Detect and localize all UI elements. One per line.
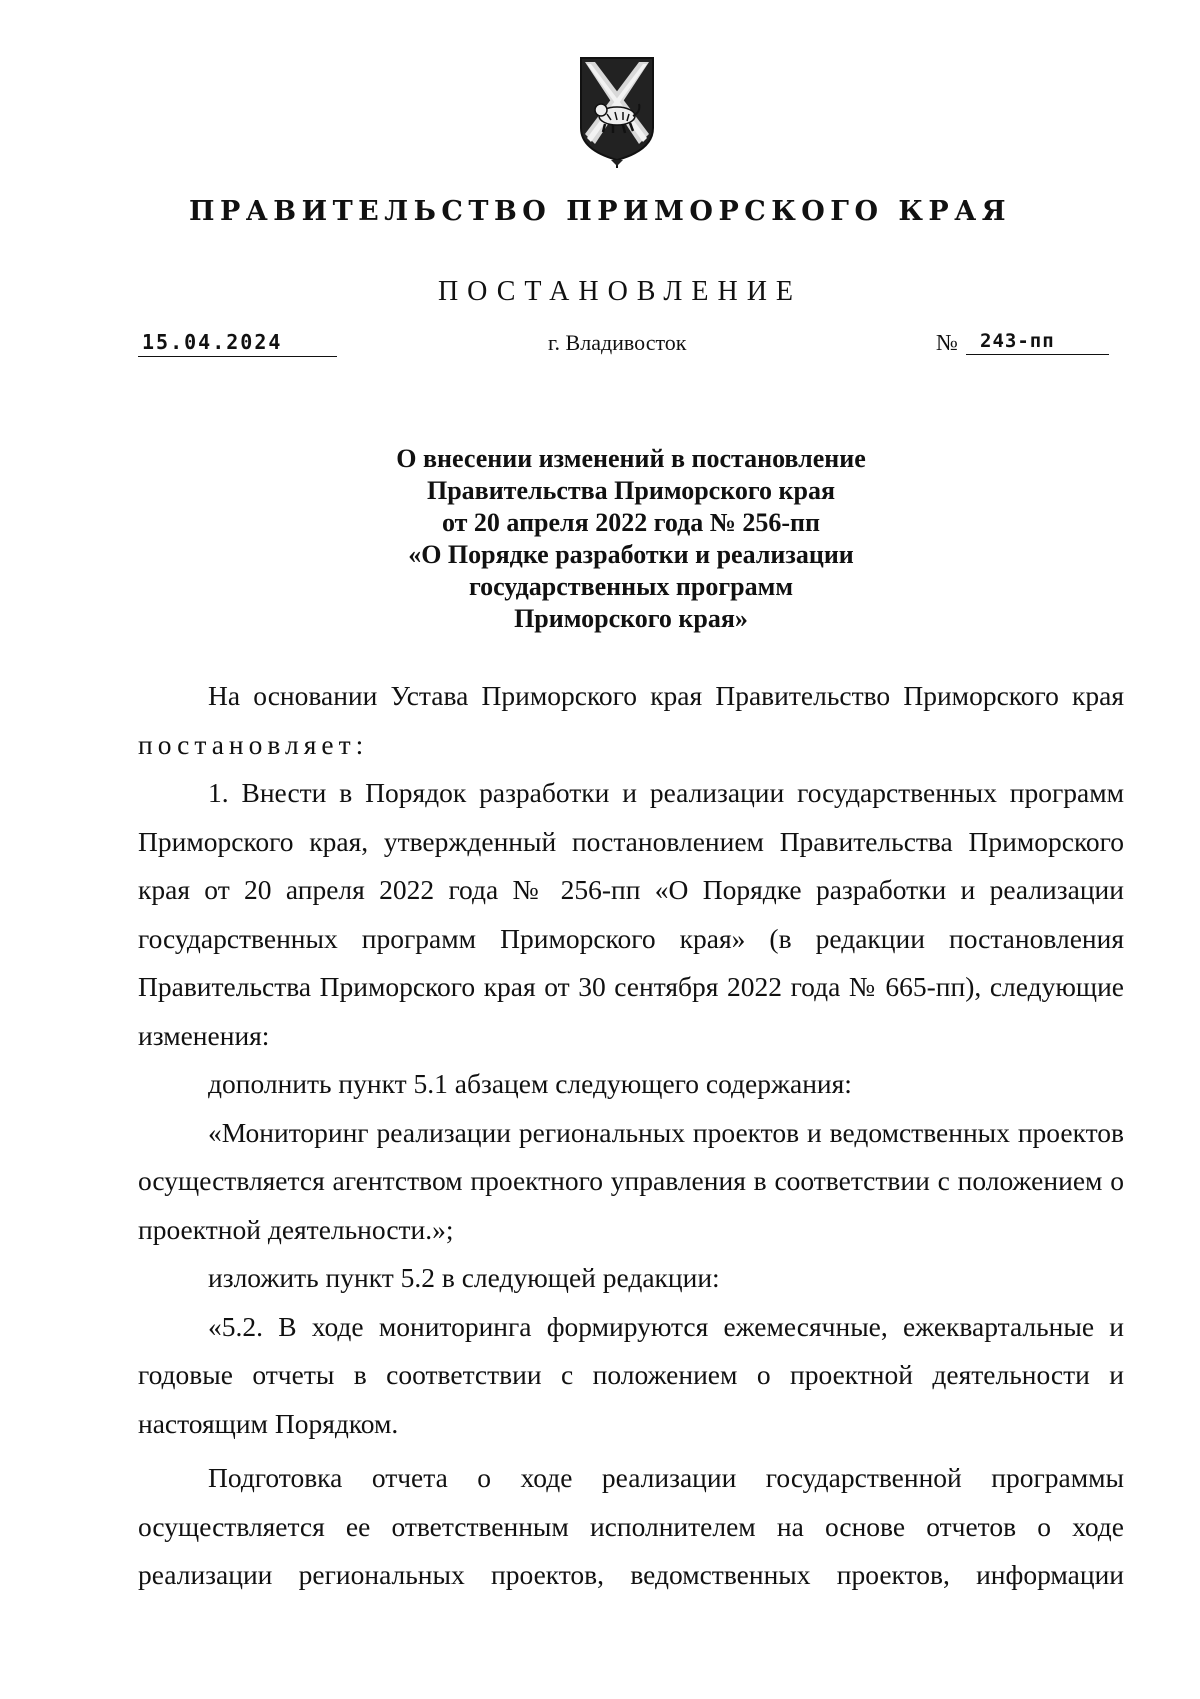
paragraph-resolves: постановляет: — [138, 728, 369, 760]
document-kind: ПОСТАНОВЛЕНИЕ — [437, 276, 803, 307]
title-line: Приморского края» — [514, 604, 748, 633]
title-line: «О Порядке разработки и реализации — [408, 540, 854, 569]
document-body — [138, 672, 1124, 1600]
paragraph-supplement: дополнить пункт 5.1 абзацем следующего содержания: — [208, 1068, 852, 1099]
title-line: О внесении изменений в постановление — [396, 444, 866, 473]
number-label: № — [936, 330, 958, 355]
government-name: ПРАВИТЕЛЬСТВО ПРИМОРСКОГО КРАЯ — [188, 196, 1012, 227]
paragraph-5-2: «5.2. В ходе мониторинга формируются ежемесячные, ежеквартальные и годовые отчеты в соответствии с положением о проектной деятельности и настоящим Порядком. — [138, 1310, 1124, 1439]
coat-of-arms-icon — [577, 54, 657, 170]
paragraph-1-first-line: 1. Внести в Порядок разработки и реализации государственных программ — [208, 777, 1124, 808]
paragraph-monitoring: «Мониторинг реализации региональных проектов и ведомственных проектов осуществляется агентством проектного управления в соответствии с положением о проектной деятельности.»; — [138, 1116, 1124, 1245]
document-city: г. Владивосток — [548, 330, 687, 355]
paragraph-state: изложить пункт 5.2 в следующей редакции: — [208, 1262, 720, 1293]
title-line: от 20 апреля 2022 года № 256-пп — [441, 508, 821, 537]
title-line: Правительства Приморского края — [426, 476, 836, 505]
paragraph-report: Подготовка отчета о ходе реализации государственной программы осуществляется ее ответственным исполнителем на основе отчетов о ходе реализации региональных проектов, ведомственных проектов, информации — [138, 1462, 1124, 1590]
paragraph-basis: На основании Устава Приморского края Правительство Приморского края — [208, 680, 1124, 711]
title-line: государственных программ — [468, 572, 794, 601]
document-title — [0, 443, 1200, 635]
document-date: 15.04.2024 — [138, 330, 337, 357]
paragraph-1-rest: Приморского края, утвержденный постановлением Правительства Приморского края от 20 апреля 2022 года № 256-пп «О Порядке разработки и реализации государственных программ Приморского края» (в редакции постановления Правительства Приморского края от 30 сентября 2022 года № 665-пп), следующие изменения: — [138, 825, 1124, 1051]
document-number: 243-пп — [966, 330, 1109, 355]
